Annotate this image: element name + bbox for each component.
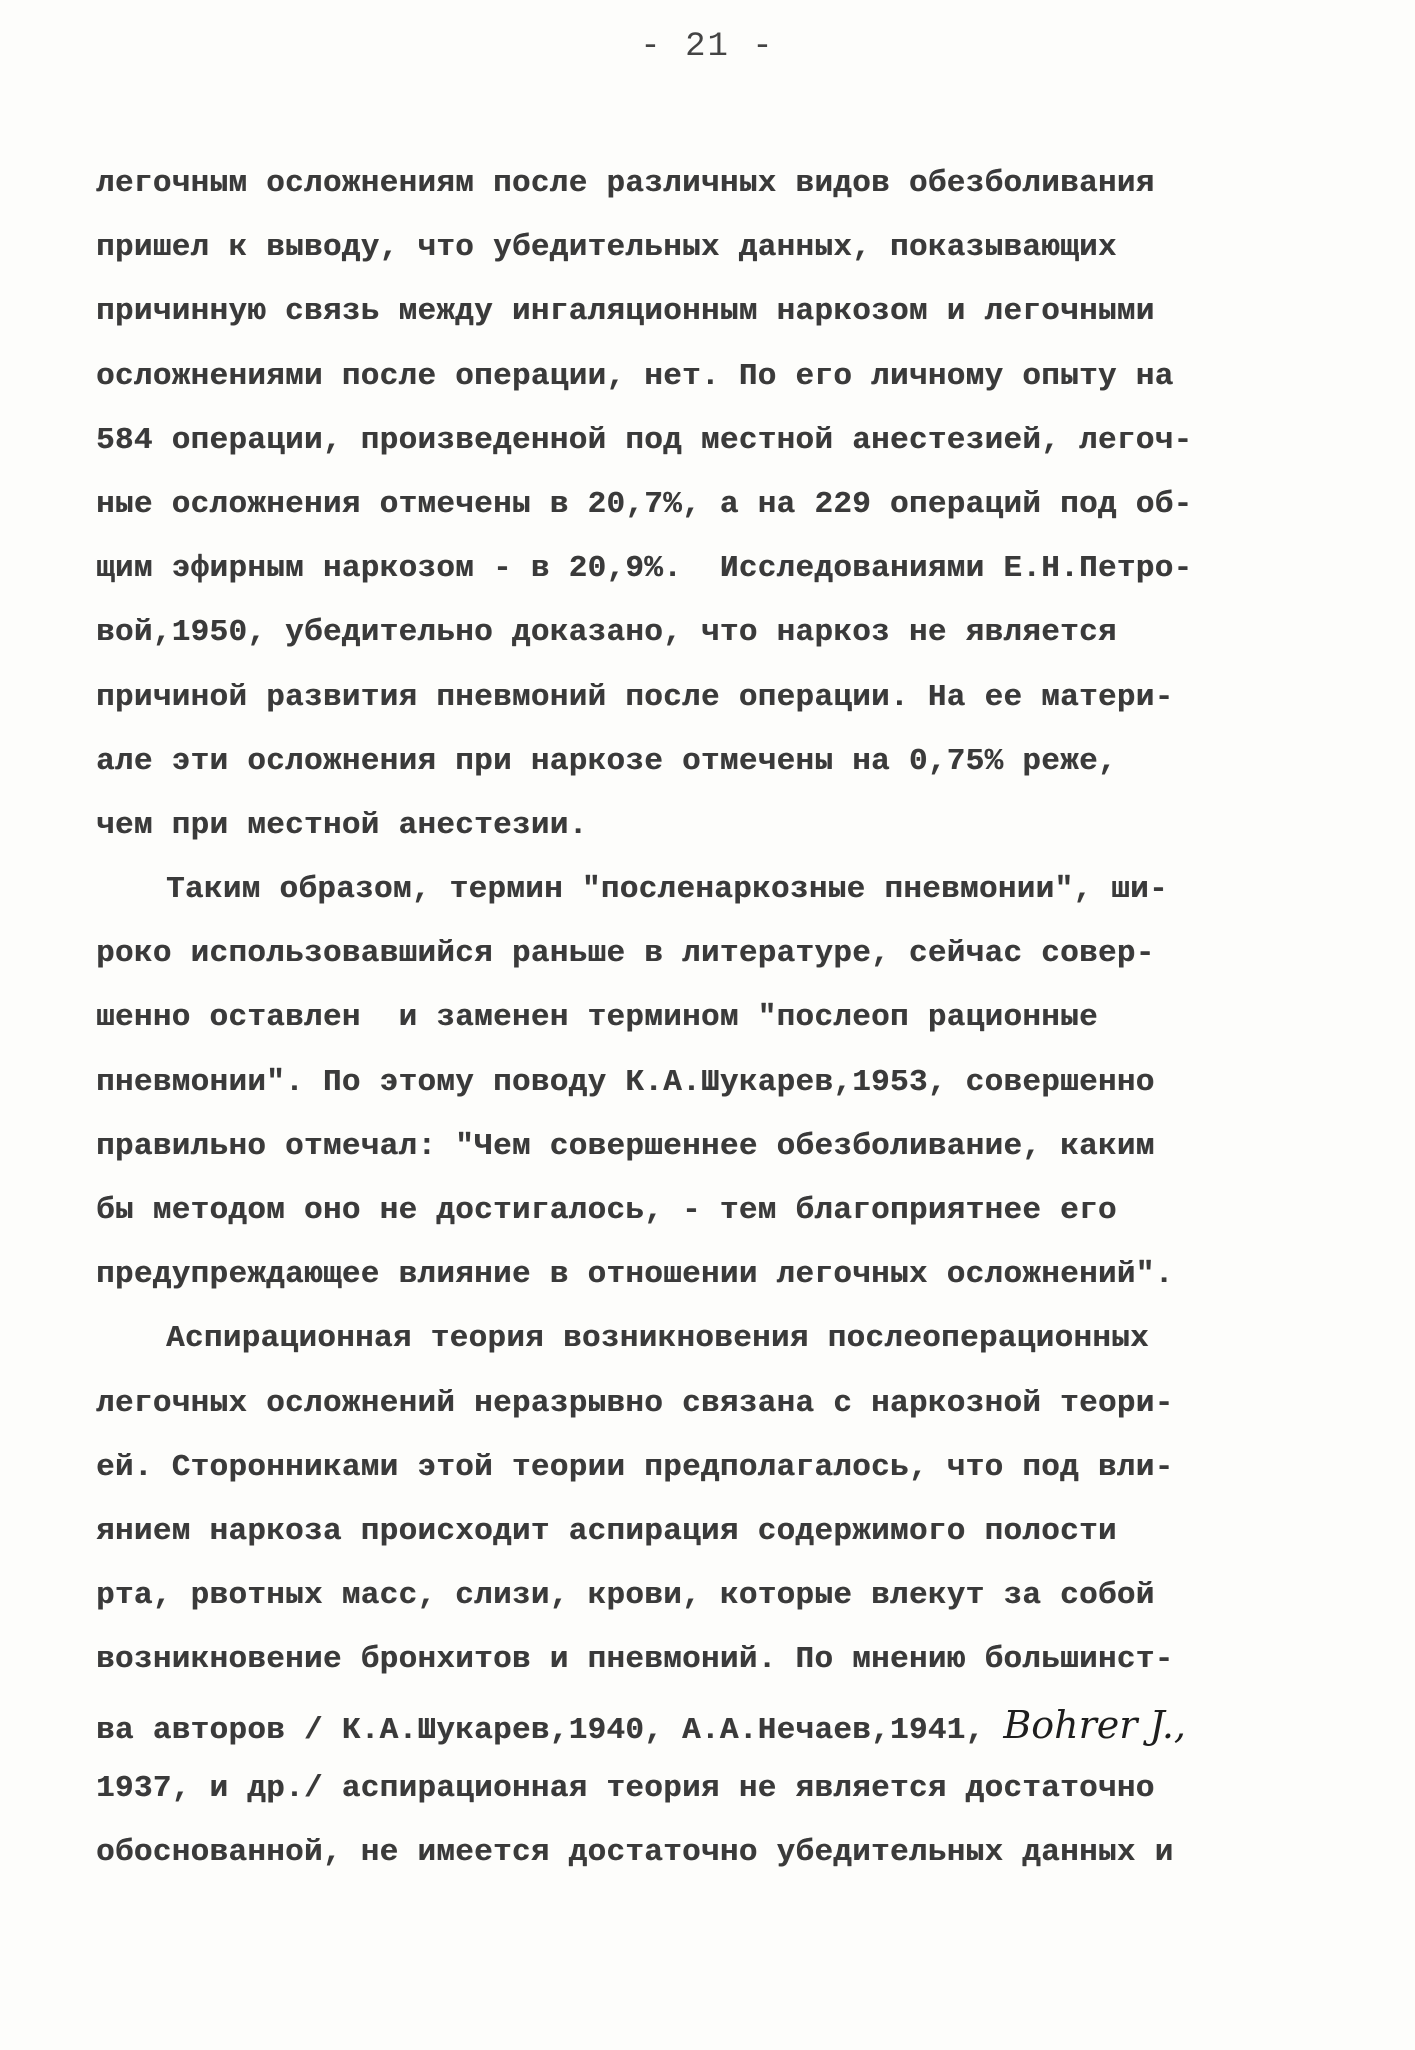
text-line: ные осложнения отмечены в 20,7%, а на 229 операций под об- — [96, 486, 1193, 522]
text-line: шенно оставлен и заменен термином "послеоп рационные — [96, 1000, 1098, 1036]
text-line: щим эфирным наркозом - в 20,9%. Исследованиями Е.Н.Петро- — [96, 551, 1193, 587]
text-line: легочным осложнениям после различных видов обезболивания — [96, 166, 1155, 201]
text-line: 584 операции, произведенной под местной анестезией, легоч- — [96, 422, 1193, 458]
paragraph-start-line: Аспирационная теория возникновения послеоперационных — [166, 1321, 1149, 1357]
text-line: роко использовавшийся раньше в литературе, сейчас совер- — [96, 936, 1155, 972]
text-line: янием наркоза происходит аспирация содержимого полости — [96, 1513, 1117, 1549]
text-line: предупреждающее влияние в отношении легочных осложнений". — [96, 1257, 1174, 1293]
page-number: - 21 - — [640, 28, 775, 66]
text-line-with-handwriting — [96, 1693, 1336, 1757]
text-line: 1937, и др./ аспирационная теория не является достаточно — [96, 1770, 1155, 1806]
text-line: але эти осложнения при наркозе отмечены на 0,75% реже, — [96, 743, 1117, 779]
text-line: причинную связь между ингаляционным наркозом и легочными — [96, 294, 1155, 330]
text-line: пришел к выводу, что убедительных данных, показывающих — [96, 230, 1117, 266]
text-line: рта, рвотных масс, слизи, крови, которые влекут за собой — [96, 1578, 1155, 1614]
paragraph-start-line: Таким образом, термин "посленаркозные пневмонии", ши- — [166, 872, 1168, 908]
text-line: обоснованной, не имеется достаточно убедительных данных и — [96, 1834, 1174, 1870]
text-line: вой,1950, убедительно доказано, что наркоз не является — [96, 615, 1117, 651]
text-line: возникновение бронхитов и пневмоний. По мнению большинст- — [96, 1642, 1174, 1678]
text-line: правильно отмечал: "Чем совершеннее обезболивание, каким — [96, 1128, 1155, 1164]
text-line: пневмонии". По этому поводу К.А.Шукарев,1953, совершенно — [96, 1064, 1155, 1100]
text-line: ей. Сторонниками этой теории предполагалось, что под вли- — [96, 1449, 1174, 1485]
text-line: чем при местной анестезии. — [96, 807, 588, 843]
handwritten-author-name: Bohrer J., — [1003, 1702, 1186, 1747]
text-line: легочных осложнений неразрывно связана с наркозной теори- — [96, 1385, 1174, 1421]
text-line: бы методом оно не достигалось, - тем благоприятнее его — [96, 1193, 1117, 1228]
text-line-segment: ва авторов / К.А.Шукарев,1940, А.А.Нечаев,1941, — [96, 1712, 1004, 1748]
text-line: осложнениями после операции, нет. По его личному опыту на — [96, 358, 1174, 394]
text-line: причиной развития пневмоний после операции. На ее матери- — [96, 679, 1174, 715]
typed-text-body — [96, 152, 1336, 1885]
